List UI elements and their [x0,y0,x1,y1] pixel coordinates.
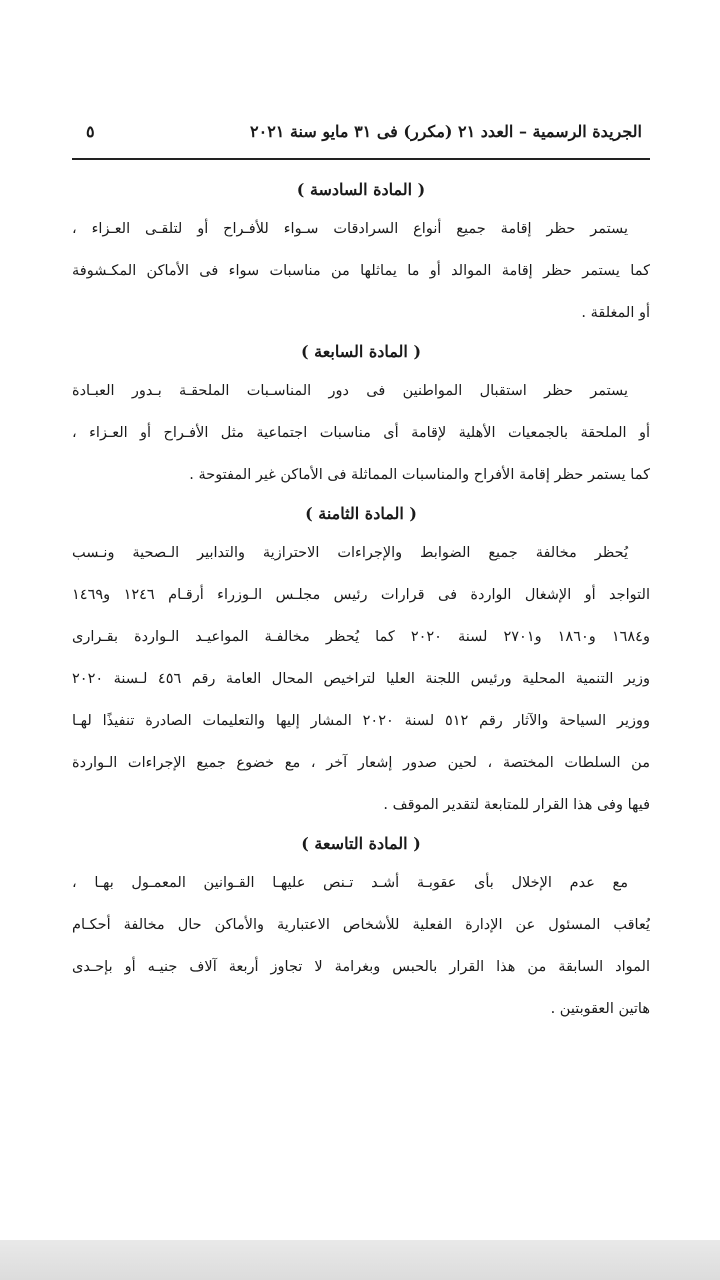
text-line: يستمر حظر إقامة جميع أنواع السرادقات سـواء للأفـراح أو لتلقـى العـزاء ، [72,221,628,237]
text-line: كما يستمر حظر إقامة الموالد أو ما يماثلها من مناسبات سواء فى الأماكن المكـشوفة [72,263,650,279]
text-line: وزير التنمية المحلية ورئيس اللجنة العليا لتراخيص المحال العامة رقم ٤٥٦ لـسنة ٢٠٢٠ [72,671,650,687]
text-line: يستمر حظر استقبال المواطنين فى دور المناسـبات الملحقـة بـدور العبـادة [72,383,628,399]
document-body [72,172,650,1030]
article-6-heading: ( المادة السادسة ) [296,180,426,199]
gazette-title: الجريدة الرسمية – العدد ٢١ (مكرر) فى ٣١ مايو سنة ٢٠٢١ [250,122,642,141]
article-8-text [72,532,650,826]
text-line: فيها وفى هذا القرار للمتابعة لتقدير الموقف . [383,797,650,813]
article-7-heading: ( المادة السابعة ) [300,342,422,361]
text-line: ووزير السياحة والآثار رقم ٥١٢ لسنة ٢٠٢٠ المشار إليها والتعليمات الصادرة تنفيذًا لهـا [72,713,650,729]
article-6-text [72,208,650,334]
text-line: مع عدم الإخلال بأى عقوبـة أشـد تـنص عليهـا القـوانين المعمـول بهـا ، [72,875,628,891]
viewer-bottom-bar [0,1240,720,1280]
text-line: من السلطات المختصة ، لحين صدور إشعار آخر ، مع خضوع جميع الإجراءات الـواردة [72,755,650,771]
text-line: و١٦٨٤ و١٨٦٠ و٢٧٠١ لسنة ٢٠٢٠ كما يُحظر مخالفـة المواعيـد الـواردة بقـرارى [72,629,650,645]
article-8-heading: ( المادة الثامنة ) [305,504,417,523]
article-9-heading: ( المادة التاسعة ) [301,834,421,853]
article-9-text [72,862,650,1030]
page-header [72,118,650,160]
text-line: كما يستمر حظر إقامة الأفراح والمناسبات المماثلة فى الأماكن غير المفتوحة . [189,467,650,483]
article-7-text [72,370,650,496]
text-line: هاتين العقوبتين . [550,1001,650,1017]
text-line: أو الملحقة بالجمعيات الأهلية لإقامة أى مناسبات اجتماعية مثل الأفـراح أو العـزاء ، [72,425,650,441]
text-line: التواجد أو الإشغال الواردة فى قرارات رئيس مجلـس الـوزراء أرقـام ١٢٤٦ و١٤٦٩ [72,587,650,603]
text-line: يُحظر مخالفة جميع الضوابط والإجراءات الاحترازية والتدابير الـصحية ونـسب [72,545,628,561]
text-line: أو المغلقة . [581,305,650,321]
text-line: المواد السابقة من هذا القرار بالحبس وبغرامة لا تجاوز أربعة آلاف جنيـه أو بإحـدى [72,959,650,975]
text-line: يُعاقب المسئول عن الإدارة الفعلية للأشخاص الاعتبارية والأماكن حال مخالفة أحكـام [72,917,650,933]
page-number: ٥ [86,122,95,141]
